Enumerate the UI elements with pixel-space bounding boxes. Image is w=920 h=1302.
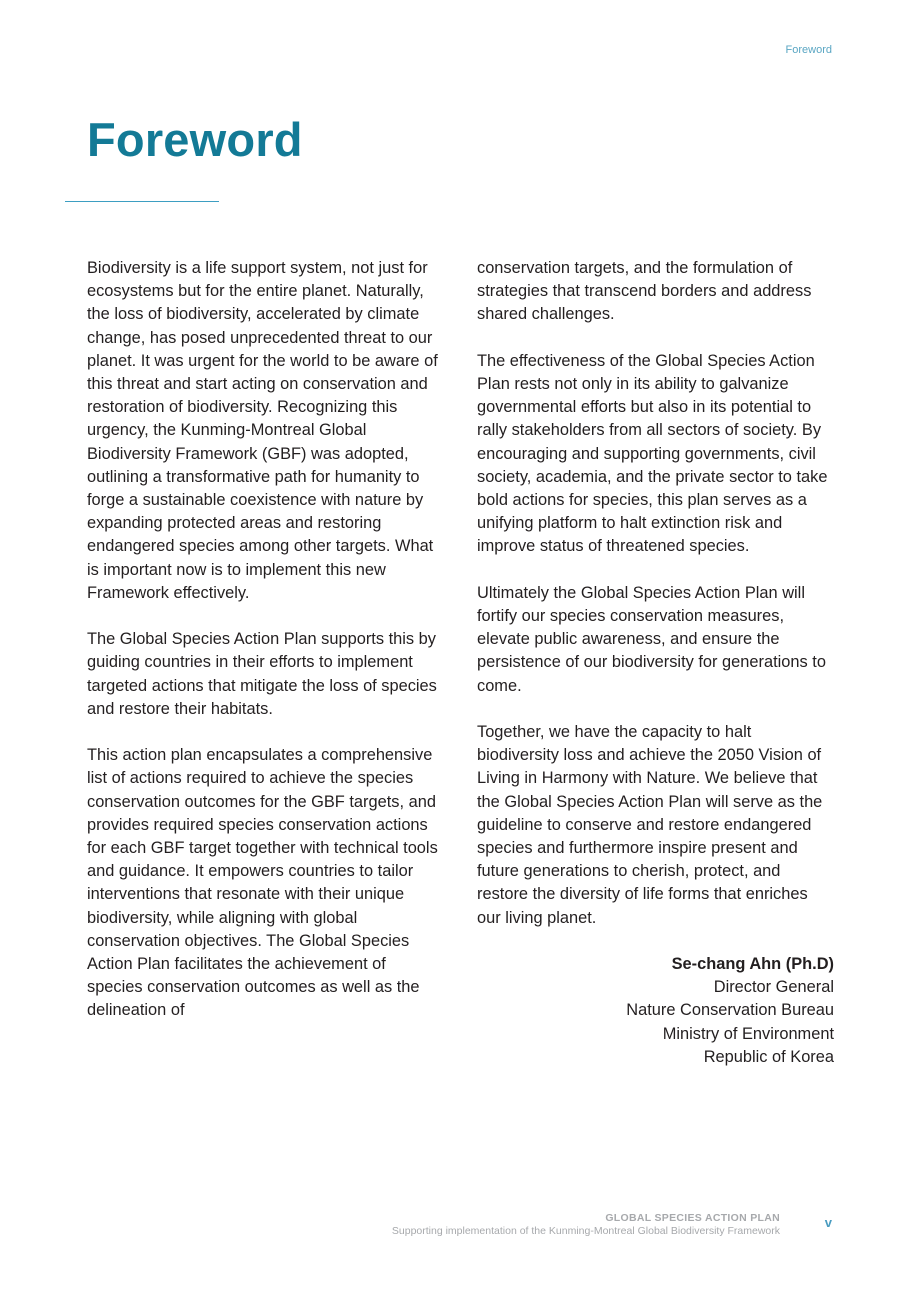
paragraph: The effectiveness of the Global Species Action Plan rests not only in its ability to galvanize governmental efforts but also in its potential to rally stakeholders from all sectors of society. By encouraging and supporting governments, civil society, academia, and the private sector to take bold actions for species, this plan serves as a unifying platform to halt extinction risk and improve status of threatened species.: [477, 351, 828, 556]
signatory-position: Director General: [713, 978, 834, 997]
paragraph: Together, we have the capacity to halt biodiversity loss and achieve the 2050 Vision of Living in Harmony with Nature. We believe that the Global Species Action Plan will serve as the guideline to conserve and restore endangered species and furthermore inspire present and future generations to cherish, protect, and restore the diversity of life forms that enriches our living planet.: [477, 723, 823, 927]
signatory-ministry: Ministry of Environment: [662, 1024, 834, 1043]
title-divider: [65, 201, 219, 202]
running-header: Foreword: [785, 44, 832, 56]
footer: [392, 1212, 780, 1238]
signatory-bureau: Nature Conservation Bureau: [626, 1001, 834, 1020]
paragraph: This action plan encapsulates a comprehensive list of actions required to achieve the species conservation outcomes for the GBF targets, and provides required species conservation actions for each GBF target together with technical tools and guidance. It empowers countries to tailor interventions that resonate with their unique biodiversity, while aligning with global conservation objectives. The Global Species Action Plan facilitates the achievement of species conservation outcomes as well as the delineation of: [87, 746, 438, 1020]
signatory-country: Republic of Korea: [703, 1047, 834, 1066]
signatory-name: Se-chang Ahn (Ph.D): [671, 955, 834, 974]
paragraph: Biodiversity is a life support system, not just for ecosystems but for the entire planet. Naturally, the loss of biodiversity, accelerated by climate change, has posed unprecedented threat to our planet. It was urgent for the world to be aware of this threat and start acting on conservation and restoration of biodiversity. Recognizing this urgency, the Kunming-Montreal Global Biodiversity Framework (GBF) was adopted, outlining a transformative path for humanity to forge a sustainable coexistence with nature by expanding protected areas and restoring endangered species among other targets. What is important now is to implement this new Framework effectively.: [87, 259, 438, 602]
paragraph: The Global Species Action Plan supports this by guiding countries in their efforts to implement targeted actions that mitigate the loss of species and restore their habitats.: [87, 630, 437, 718]
page-number: v: [824, 1215, 832, 1230]
right-column: [477, 257, 834, 1069]
footer-subtitle: Supporting implementation of the Kunming-Montreal Global Biodiversity Framework: [391, 1225, 780, 1237]
signature-block: [477, 953, 834, 1069]
left-column: [87, 257, 442, 1046]
footer-title: GLOBAL SPECIES ACTION PLAN: [605, 1212, 780, 1224]
page-title: Foreword: [87, 113, 303, 166]
paragraph: conservation targets, and the formulation of strategies that transcend borders and address shared challenges.: [477, 259, 812, 324]
paragraph: Ultimately the Global Species Action Plan will fortify our species conservation measures, elevate public awareness, and ensure the persistence of our biodiversity for generations to come.: [477, 583, 826, 695]
